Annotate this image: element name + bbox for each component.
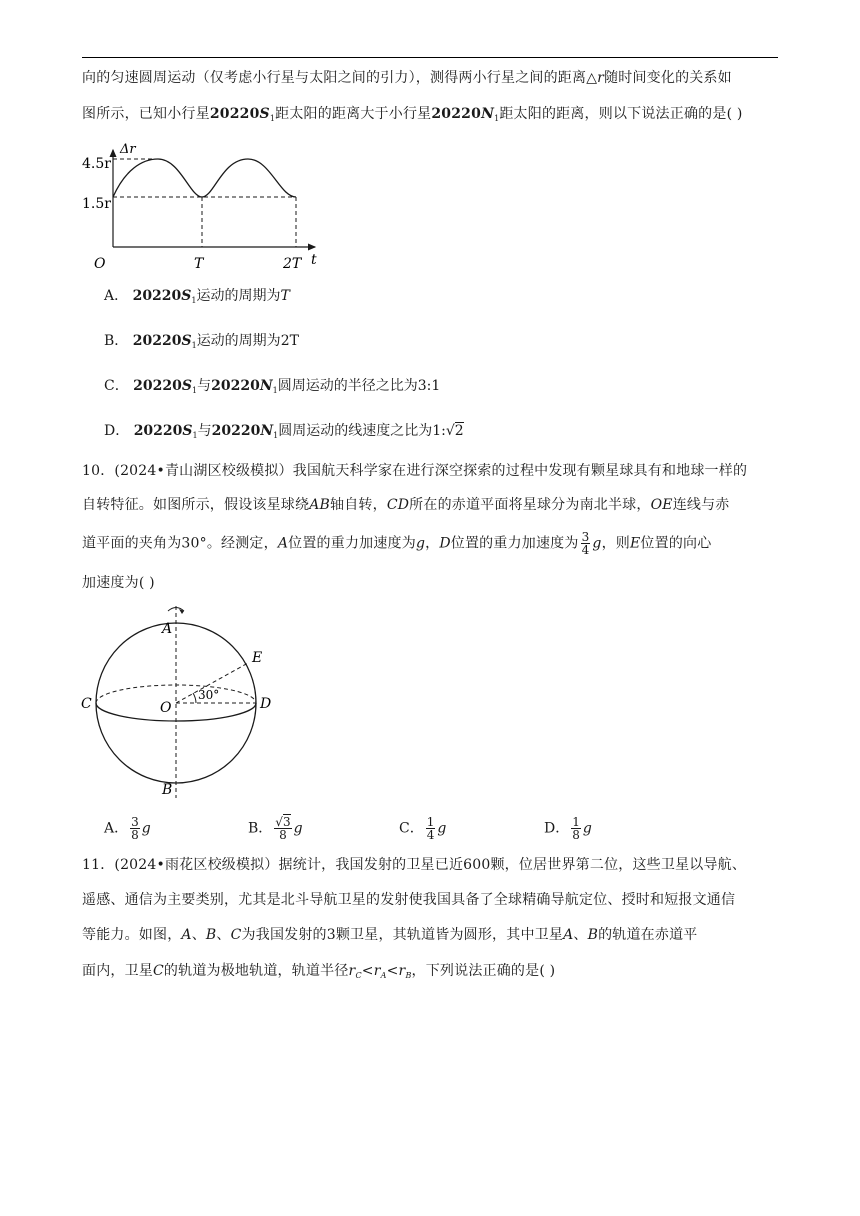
q10-text: ， xyxy=(425,535,440,552)
var-e: E xyxy=(630,535,641,552)
q9-option-b[interactable] xyxy=(104,331,299,356)
frac-num: 3 xyxy=(131,815,139,829)
y-tick-low: 1.5r xyxy=(82,196,111,212)
frac-num: 1 xyxy=(572,815,580,829)
n-letter: N xyxy=(259,378,273,394)
q10-option-c[interactable] xyxy=(399,816,446,841)
q10-option-d[interactable] xyxy=(544,816,592,841)
y-tick-high: 4.5r xyxy=(82,156,111,172)
var-a: A xyxy=(181,927,192,943)
n-letter: N xyxy=(260,423,274,439)
sub-c: C xyxy=(355,971,362,980)
q11-line3 xyxy=(82,925,697,945)
q10-text: 位置的向心 xyxy=(640,535,712,552)
s-name: 20220 xyxy=(132,288,182,304)
s-name: 20220 xyxy=(133,423,183,439)
var-r: r xyxy=(398,963,406,979)
q9-option-a[interactable] xyxy=(104,286,290,311)
sqrt-radicand: 3 xyxy=(282,815,291,829)
frac-num: 3 xyxy=(581,530,590,544)
q10-text: 自转特征。如图所示，假设该星球绕 xyxy=(82,497,310,513)
var-g: g xyxy=(437,820,447,837)
var-a: A xyxy=(563,927,574,943)
q11-line2: 遥感、通信为主要类别，尤其是北斗导航卫星的发射使我国具备了全球精确导航定位、授时和短报文通信 xyxy=(82,892,736,908)
option-value: 1: xyxy=(432,423,446,439)
x-axis-label: t xyxy=(311,252,317,268)
q10-sphere-figure xyxy=(78,602,278,802)
sub-1: 1 xyxy=(269,114,276,123)
sub-1: 1 xyxy=(192,386,198,395)
q9-line1-text: 向的匀速圆周运动（仅考虑小行星与太阳之间的引力），测得两小行星之间的距离△ xyxy=(82,70,598,86)
q10-line1: 10．(2024•青山湖区校级模拟）我国航天科学家在进行深空探索的过程中发现有颗星球具有和地球一样的 xyxy=(82,463,748,479)
option-text: 运动的周期为 xyxy=(196,288,281,304)
lt-sign: < xyxy=(361,963,374,979)
frac-den: 8 xyxy=(279,828,287,842)
sqrt-radicand: 2 xyxy=(454,423,464,439)
sqrt-sign: √ xyxy=(445,423,455,439)
var-g: g xyxy=(592,535,602,552)
q11-line4 xyxy=(82,961,555,986)
sub-1: 1 xyxy=(272,386,278,395)
var-r: r xyxy=(373,963,381,979)
frac-den: 4 xyxy=(426,828,435,842)
n-name: 20220 xyxy=(211,378,260,394)
q10-line3 xyxy=(82,531,711,556)
q9-line1-end: 随时间变化的关系如 xyxy=(604,70,732,86)
option-letter: B． xyxy=(104,333,129,349)
sub-1: 1 xyxy=(494,114,500,123)
q11-text: 面内，卫星 xyxy=(82,963,153,979)
q10-text: 道平面的夹角为30°。经测定， xyxy=(82,535,278,552)
option-value: 2T xyxy=(280,333,299,349)
var-d: D xyxy=(439,535,451,552)
sub-1: 1 xyxy=(273,431,279,440)
option-letter: A． xyxy=(104,820,129,837)
s-letter: S xyxy=(181,378,193,394)
q10-text: 位置的重力加速度为 xyxy=(450,535,579,552)
var-g: g xyxy=(293,820,303,837)
q9-option-c[interactable] xyxy=(104,376,440,401)
var-r: r xyxy=(597,70,605,86)
option-value: 3:1 xyxy=(417,378,441,394)
x-tick-2T: 2T xyxy=(283,256,302,272)
fraction xyxy=(571,816,581,841)
header-rule xyxy=(82,57,778,58)
q10-text: 所在的赤道平面将星球分为南北半球， xyxy=(409,497,651,513)
label-c: C xyxy=(81,696,92,712)
var-oe: OE xyxy=(650,497,673,513)
q10-option-a[interactable] xyxy=(104,816,151,841)
option-text: 运动的周期为 xyxy=(196,333,281,349)
origin-label: O xyxy=(94,256,106,272)
q11-text: 等能力。如图， xyxy=(82,927,182,943)
fraction xyxy=(130,816,140,841)
q9-line1 xyxy=(82,68,732,88)
sep: 、 xyxy=(573,927,588,943)
answer-paren: ( ) xyxy=(138,575,155,591)
q9-line2-a: 图所示，已知小行星 xyxy=(82,106,210,122)
label-b: B xyxy=(162,782,173,798)
q9-line2 xyxy=(82,104,743,129)
q10-text: 轴自转， xyxy=(330,497,387,513)
option-value: T xyxy=(280,288,290,304)
label-e: E xyxy=(252,650,263,666)
option-mid: 与 xyxy=(197,378,212,394)
q9-graph xyxy=(80,140,330,275)
var-c: C xyxy=(230,927,242,943)
q9-option-d[interactable] xyxy=(104,421,464,446)
option-letter: A． xyxy=(104,288,129,304)
angle-arc xyxy=(193,693,196,703)
answer-paren: ( ) xyxy=(539,963,556,979)
s-letter: S xyxy=(182,423,193,439)
lt-sign: < xyxy=(386,963,399,979)
var-ab: AB xyxy=(309,497,331,513)
q10-text: 位置的重力加速度为 xyxy=(288,535,416,552)
q10-line2 xyxy=(82,495,730,515)
y-axis-label: Δr xyxy=(120,142,136,157)
q11-line1: 11．(2024•雨花区校级模拟）据统计，我国发射的卫星已近600颗，位居世界第二位，这些卫星以导航、 xyxy=(82,857,747,873)
s-name: 20220 xyxy=(209,106,260,122)
sub-b: B xyxy=(405,971,412,980)
n-name: 20220 xyxy=(211,423,261,439)
frac-den: 8 xyxy=(131,828,139,842)
n-letter: N xyxy=(481,106,495,122)
option-letter: C． xyxy=(104,378,129,394)
q11-text: 的轨道为极地轨道，轨道半径 xyxy=(163,963,349,979)
s-letter: S xyxy=(181,288,192,304)
var-g: g xyxy=(141,820,151,837)
option-letter: B． xyxy=(248,820,273,837)
s-name: 20220 xyxy=(133,378,182,394)
fraction xyxy=(274,816,291,841)
option-mid: 与 xyxy=(197,423,212,439)
s-letter: S xyxy=(181,333,192,349)
var-c: C xyxy=(153,963,164,979)
var-b: B xyxy=(587,927,599,943)
option-letter: D． xyxy=(544,820,570,837)
q11-text: ，下列说法正确的是 xyxy=(411,963,540,979)
q10-option-b[interactable] xyxy=(248,816,303,841)
var-g: g xyxy=(582,820,592,837)
var-a: A xyxy=(277,535,289,552)
n-name: 20220 xyxy=(431,106,482,122)
s-letter: S xyxy=(259,106,270,122)
sub-a: A xyxy=(380,971,387,980)
x-tick-T: T xyxy=(194,256,204,272)
sub-1: 1 xyxy=(191,341,197,350)
frac-num: 1 xyxy=(426,815,435,829)
frac-den: 8 xyxy=(572,828,580,842)
sub-1: 1 xyxy=(191,296,197,305)
q11-text: 的轨道在赤道平 xyxy=(598,927,698,943)
label-o: O xyxy=(160,700,172,716)
q9-line2-b: 距太阳的距离大于小行星 xyxy=(275,106,432,122)
option-letter: C． xyxy=(399,820,424,837)
answer-paren: ( ) xyxy=(726,106,743,122)
sqrt-sign: √ xyxy=(275,815,283,829)
var-cd: CD xyxy=(386,497,410,513)
var-b: B xyxy=(205,927,217,943)
sub-1: 1 xyxy=(192,431,198,440)
q9-line2-c: 距太阳的距离，则以下说法正确的是 xyxy=(499,106,727,122)
q10-line4 xyxy=(82,573,155,593)
option-text: 圆周运动的线速度之比为 xyxy=(278,423,433,439)
var-g: g xyxy=(415,535,426,552)
sep: 、 xyxy=(191,927,206,943)
q11-text: 为我国发射的3颗卫星，其轨道皆为圆形，其中卫星 xyxy=(241,927,564,943)
label-a: A xyxy=(162,621,173,637)
fraction xyxy=(426,816,436,841)
option-text: 圆周运动的半径之比为 xyxy=(277,378,418,394)
option-letter: D． xyxy=(104,423,130,439)
q10-text: ，则 xyxy=(601,535,630,552)
fraction-3-4 xyxy=(581,531,591,556)
angle-label: 30° xyxy=(198,688,220,702)
q10-text: 连线与赤 xyxy=(672,497,730,513)
sep: 、 xyxy=(216,927,231,943)
label-d: D xyxy=(260,696,272,712)
frac-den: 4 xyxy=(581,543,590,557)
s-name: 20220 xyxy=(132,333,182,349)
delta-r-curve xyxy=(113,159,296,197)
var-r: r xyxy=(348,963,356,979)
q10-text: 加速度为 xyxy=(82,575,139,591)
